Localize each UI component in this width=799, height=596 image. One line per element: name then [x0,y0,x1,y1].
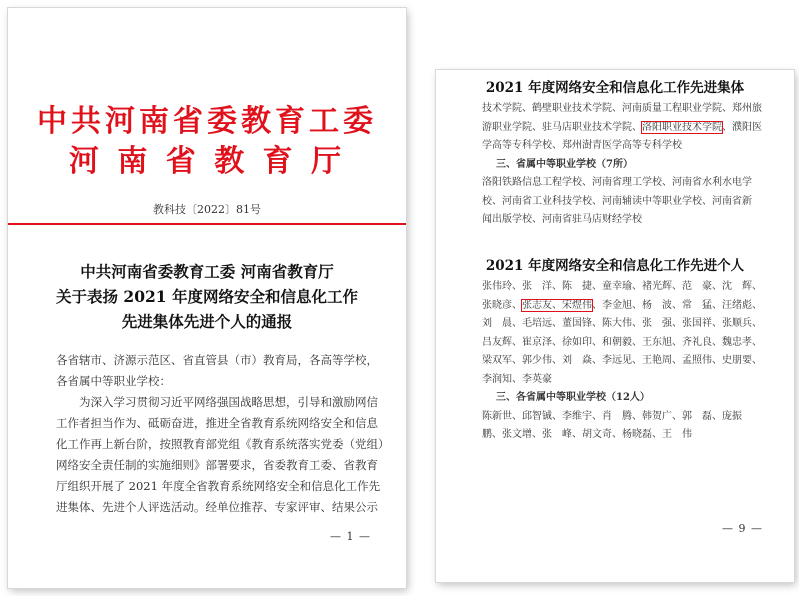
collective-list [482,100,772,230]
document-title-line-3: 先进集体先进个人的通报 [121,312,293,331]
collective-sub-line: 校、河南省工业科技学校、河南辅读中等职业学校、河南省新 [482,195,752,207]
left-document-page [8,8,406,588]
body-line: 工作者担当作为、砥砺奋进，推进全省教育系统网络安全和信息 [56,416,378,430]
document-title-line-2: 关于表扬 2021 年度网络安全和信息化工作 [56,287,358,306]
collective-sub-line: 闻出版学校、河南省驻马店财经学校 [482,214,642,225]
red-divider [8,223,406,225]
individual-line: 刘 晨、毛培远、董国锋、陈大伟、张 强、张国祥、张顺兵、 [482,318,762,329]
collective-sub-line: 洛阳铁路信息工程学校、河南省理工学校、河南省水利水电学 [482,177,752,188]
collective-line: 学高等专科学校、郑州澍青医学高等专科学校 [482,140,682,151]
page-number: — 9 — [722,522,763,535]
red-header-line-2: 河 南 省 教 育 厅 [68,144,346,179]
collective-heading: 2021 年度网络安全和信息化工作先进集体 [485,80,745,96]
document-title-line-1: 中共河南省委教育工委 河南省教育厅 [80,262,334,281]
document-number: 教科技〔2022〕81号 [153,203,261,216]
individual-heading: 2021 年度网络安全和信息化工作先进个人 [485,258,745,274]
addressee-line: 各省属中等职业学校： [56,374,171,388]
individual-sub-line: 鹏、张文增、张 峰、胡文奇、杨晓磊、王 伟 [482,429,692,440]
individual-line: 张伟玲、张 洋、陈 捷、童幸瑜、褚光辉、范 豪、沈 辉、 [482,281,762,292]
highlighted-names: 张志友、宋煜伟 [522,299,592,311]
individual-line: 张晓彦、张志友、宋煜伟、李金旭、杨 波、常 猛、汪绪彪、 [482,299,762,311]
page-number: — 1 — [330,530,371,543]
right-document-page [436,70,794,582]
individual-subhead: 三、各省属中等职业学校（12人） [496,392,650,403]
individual-line: 梁双军、郭少伟、刘 焱、李远见、王艳周、孟照伟、史朋要、 [482,355,762,366]
highlighted-college: 洛阳职业技术学院 [642,121,722,133]
individual-sub-line: 陈新世、邱智铖、李维宇、肖 腾、韩贺广、郭 磊、庞振 [482,410,742,422]
red-header-line-1: 中共河南省委教育工委 [37,104,377,139]
body-line: 化工作再上新台阶，按照教育部党组《教育系统落实党委（党组） [56,437,390,451]
collective-line: 技术学院、鹤壁职业技术学院、河南质量工程职业学院、郑州旅 [482,103,762,114]
body-line: 厅组织开展了 2021 年度全省教育系统网络安全和信息化工作先 [56,479,381,493]
individual-line: 李润知、李英豪 [482,373,552,385]
body-line: 为深入学习贯彻习近平网络强国战略思想，引导和激励网信 [79,395,378,409]
individual-list [482,278,772,445]
body-line: 进集体、先进个人评选活动。经单位推荐、专家评审、结果公示 [56,500,378,514]
individual-line: 吕友辉、崔京泽、徐如印、和朝毅、王东旭、齐礼良、魏忠孝、 [482,336,762,348]
body-line: 网络安全责任制的实施细则》部署要求，省委教育工委、省教育 [56,458,378,472]
collective-subhead: 三、省属中等职业学校（7所） [496,158,633,170]
collective-line: 游职业学院、驻马店职业技术学院、洛阳职业技术学院、濮阳医 [482,121,762,133]
addressee-line: 各省辖市、济源示范区、省直管县（市）教育局，各高等学校， [56,353,378,367]
document-body [56,350,390,518]
